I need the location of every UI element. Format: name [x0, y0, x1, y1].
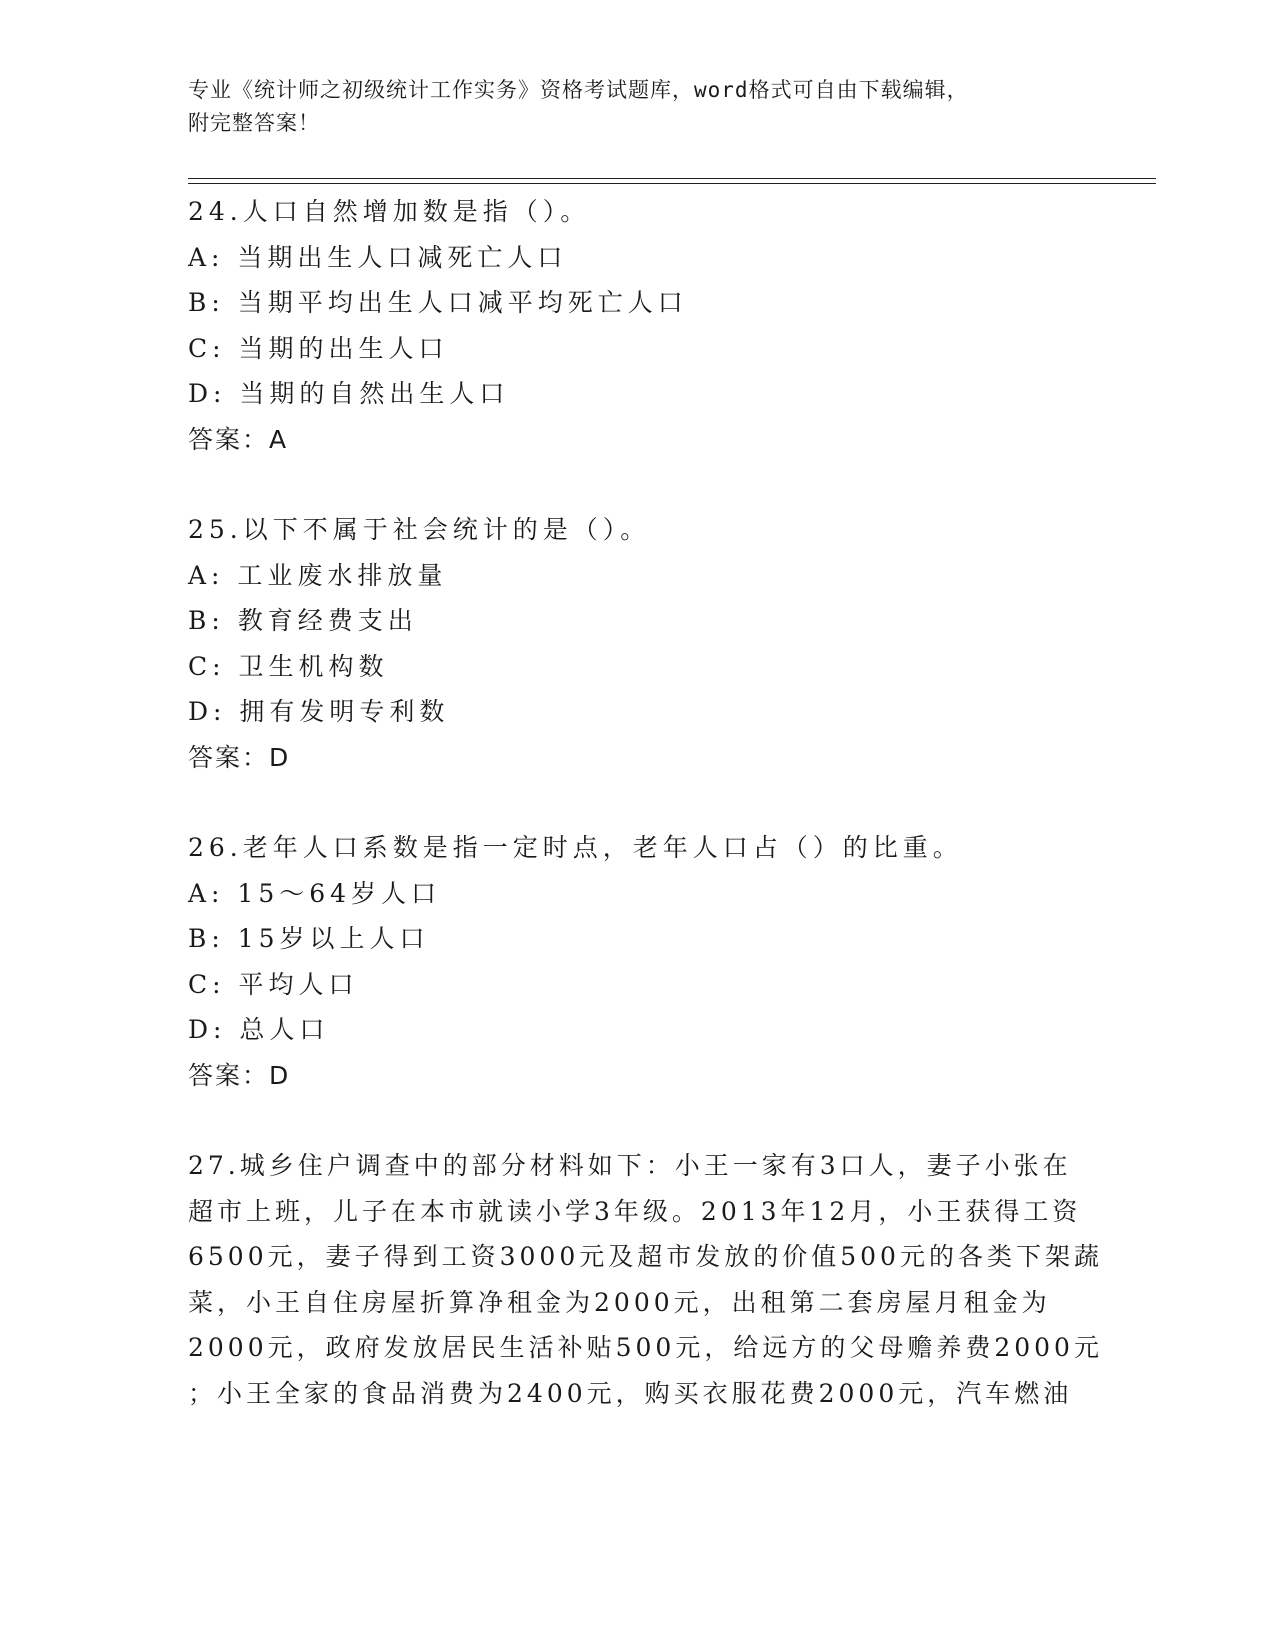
paragraph-line: ；小王全家的食品消费为2400元，购买衣服花费2000元，汽车燃油 [188, 1378, 1073, 1408]
answer-line: 答案：A [188, 424, 289, 454]
question-27 [188, 1143, 1103, 1416]
question-stem: 26.老年人口系数是指一定时点，老年人口占（）的比重。 [188, 833, 963, 862]
header-line-2: 附完整答案！ [188, 111, 320, 135]
option-c: C: 当期的出生人口 [188, 333, 449, 363]
answer-line: 答案：D [188, 742, 291, 772]
option-b: B: 教育经费支出 [188, 606, 418, 635]
paragraph-line: 27.城乡住户调查中的部分材料如下：小王一家有3口人，妻子小张在 [188, 1151, 1072, 1180]
question-24 [188, 189, 1088, 462]
header-line-1: 专业《统计师之初级统计工作实务》资格考试题库，word格式可自由下载编辑， [188, 78, 969, 102]
option-c: C: 平均人口 [188, 969, 359, 999]
option-d: D: 总人口 [188, 1015, 330, 1044]
option-c: C: 卫生机构数 [188, 651, 389, 681]
paragraph-line: 2000元，政府发放居民生活补贴500元，给远方的父母赡养费2000元 [188, 1333, 1103, 1362]
answer-line: 答案：D [188, 1060, 291, 1090]
option-d: D: 当期的自然出生人口 [188, 379, 510, 408]
option-a: A: 15～64岁人口 [188, 878, 442, 908]
header-divider-top [188, 178, 1156, 179]
document-header [188, 74, 1088, 140]
paragraph-line: 超市上班，儿子在本市就读小学3年级。2013年12月，小王获得工资 [188, 1196, 1082, 1226]
question-stem: 25.以下不属于社会统计的是（）。 [188, 515, 651, 544]
option-a: A: 当期出生人口减死亡人口 [188, 242, 568, 272]
option-a: A: 工业废水排放量 [188, 560, 448, 590]
option-b: B: 当期平均出生人口减平均死亡人口 [188, 288, 688, 317]
header-divider-bottom [188, 183, 1156, 184]
paragraph-line: 6500元，妻子得到工资3000元及超市发放的价值500元的各类下架蔬 [188, 1242, 1103, 1271]
question-stem: 24.人口自然增加数是指（）。 [188, 197, 591, 226]
question-25 [188, 507, 1088, 780]
paragraph-line: 菜，小王自住房屋折算净租金为2000元，出租第二套房屋月租金为 [188, 1287, 1051, 1317]
option-b: B: 15岁以上人口 [188, 924, 430, 953]
question-list [188, 189, 1103, 1461]
option-d: D: 拥有发明专利数 [188, 697, 450, 726]
question-26 [188, 825, 1088, 1098]
